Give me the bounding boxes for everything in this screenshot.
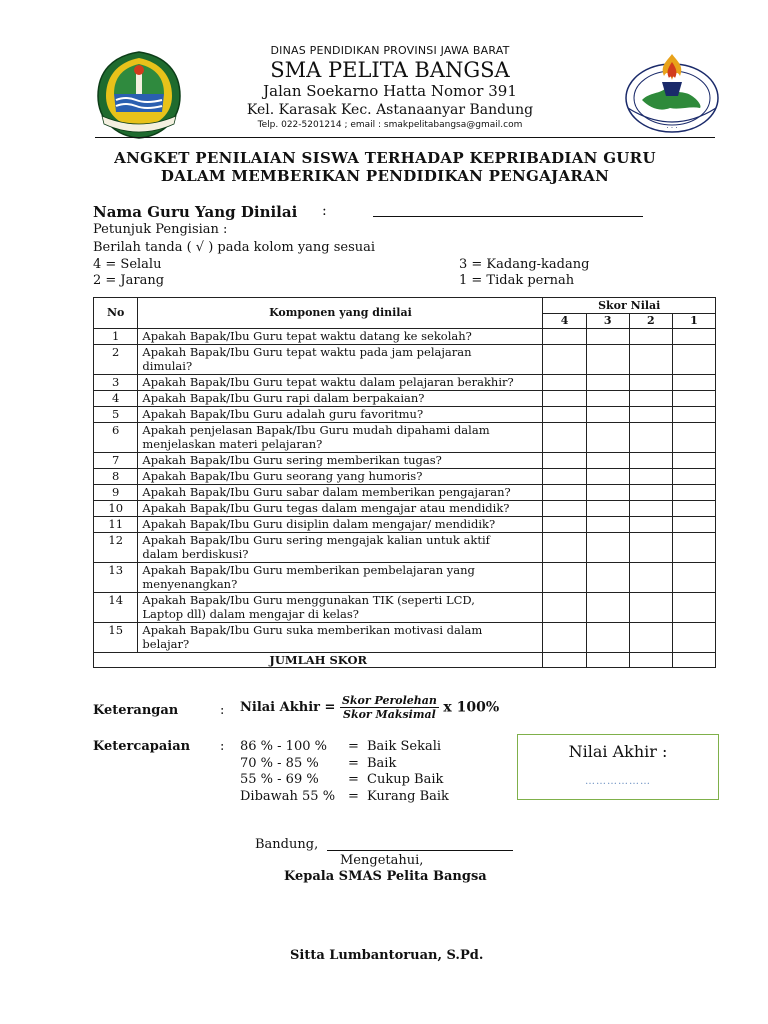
score-cell-2[interactable] bbox=[629, 391, 672, 407]
ketercapaian-desc: Kurang Baik bbox=[367, 788, 449, 804]
row-question-line-2: dalam berdiskusi? bbox=[142, 547, 249, 561]
score-cell-3[interactable] bbox=[586, 391, 629, 407]
score-cell-1[interactable] bbox=[672, 423, 715, 453]
ketercapaian-range: 86 % - 100 % bbox=[240, 739, 327, 754]
ketercapaian-eq: = bbox=[348, 772, 359, 787]
row-question bbox=[138, 407, 543, 423]
score-cell-2[interactable] bbox=[629, 485, 672, 501]
score-cell-1[interactable] bbox=[672, 391, 715, 407]
score-cell-2[interactable] bbox=[629, 407, 672, 423]
table-row bbox=[94, 453, 716, 469]
ketercapaian-desc: Cukup Baik bbox=[367, 772, 444, 787]
score-cell-1[interactable] bbox=[672, 329, 715, 345]
row-number: 3 bbox=[94, 375, 138, 391]
row-question-line-1: Apakah Bapak/Ibu Guru suka memberikan motivasi dalam bbox=[142, 623, 483, 637]
score-cell-4[interactable] bbox=[543, 563, 586, 593]
signature-position: Kepala SMAS Pelita Bangsa bbox=[284, 869, 487, 884]
score-cell-2[interactable] bbox=[629, 563, 672, 593]
nilai-akhir-formula-label: Nilai Akhir = bbox=[240, 700, 336, 715]
row-question bbox=[138, 423, 543, 453]
row-question-line-1: Apakah Bapak/Ibu Guru sering mengajak kalian untuk aktif bbox=[142, 533, 490, 547]
row-question-line-1: Apakah Bapak/Ibu Guru tepat waktu datang ke sekolah? bbox=[142, 329, 472, 343]
score-cell-3[interactable] bbox=[586, 375, 629, 391]
row-number: 6 bbox=[94, 423, 138, 453]
nama-guru-colon: : bbox=[322, 203, 327, 219]
row-question-line-1: Apakah Bapak/Ibu Guru tegas dalam mengajar atau mendidik? bbox=[142, 501, 510, 515]
score-cell-1[interactable] bbox=[672, 345, 715, 375]
score-cell-4[interactable] bbox=[543, 329, 586, 345]
table-row bbox=[94, 501, 716, 517]
row-question-line-1: Apakah Bapak/Ibu Guru menggunakan TIK (seperti LCD, bbox=[142, 593, 475, 607]
scale-4: 4 = Selalu bbox=[93, 257, 162, 272]
row-question bbox=[138, 517, 543, 533]
instructions-heading: Petunjuk Pengisian : bbox=[93, 222, 228, 237]
score-cell-3[interactable] bbox=[586, 453, 629, 469]
col-komponen-header: Komponen yang dinilai bbox=[138, 298, 543, 329]
score-cell-2[interactable] bbox=[629, 469, 672, 485]
scale-2: 2 = Jarang bbox=[93, 273, 165, 288]
score-cell-3[interactable] bbox=[586, 469, 629, 485]
row-number: 14 bbox=[94, 593, 138, 623]
table-row bbox=[94, 345, 716, 375]
signature-name: Sitta Lumbantoruan, S.Pd. bbox=[290, 948, 484, 963]
row-number: 15 bbox=[94, 623, 138, 653]
score-cell-1[interactable] bbox=[672, 501, 715, 517]
table-row bbox=[94, 423, 716, 453]
row-question-line-2: Laptop dll) dalam mengajar di kelas? bbox=[142, 607, 359, 621]
row-question-line-1: Apakah Bapak/Ibu Guru tepat waktu pada jam pelajaran bbox=[142, 345, 472, 359]
score-cell-4[interactable] bbox=[543, 517, 586, 533]
formula-denominator: Skor Maksimal bbox=[343, 708, 436, 721]
row-number: 11 bbox=[94, 517, 138, 533]
table-row bbox=[94, 469, 716, 485]
row-question-line-1: Apakah Bapak/Ibu Guru sabar dalam memberikan pengajaran? bbox=[142, 485, 511, 499]
ketercapaian-desc: Baik bbox=[367, 755, 397, 771]
dinas-heading: DINAS PENDIDIKAN PROVINSI JAWA BARAT bbox=[270, 44, 510, 57]
instructions-text: Berilah tanda ( √ ) pada kolom yang sesuai bbox=[93, 240, 376, 255]
formula-fraction bbox=[340, 694, 439, 721]
score-cell-1[interactable] bbox=[672, 593, 715, 623]
score-cell-4[interactable] bbox=[543, 345, 586, 375]
table-row bbox=[94, 329, 716, 345]
row-question-line-1: Apakah Bapak/Ibu Guru rapi dalam berpakaian? bbox=[142, 391, 425, 405]
form-title-line-2: DALAM MEMBERIKAN PENDIDIKAN PENGAJARAN bbox=[160, 167, 610, 185]
score-cell-2[interactable] bbox=[629, 501, 672, 517]
score-cell-3[interactable] bbox=[586, 345, 629, 375]
score-cell-1[interactable] bbox=[672, 485, 715, 501]
ketercapaian-eq: = bbox=[348, 755, 359, 771]
row-question bbox=[138, 453, 543, 469]
scale-1: 1 = Tidak pernah bbox=[459, 273, 575, 288]
score-cell-1[interactable] bbox=[672, 453, 715, 469]
score-cell-2[interactable] bbox=[629, 345, 672, 375]
nilai-akhir-formula bbox=[240, 694, 499, 721]
row-question-line-1: Apakah Bapak/Ibu Guru seorang yang humoris? bbox=[142, 469, 423, 483]
score-col-2: 2 bbox=[629, 314, 672, 329]
scale-3: 3 = Kadang-kadang bbox=[459, 257, 590, 272]
formula-numerator: Skor Perolehan bbox=[341, 694, 437, 707]
row-question bbox=[138, 329, 543, 345]
table-row bbox=[94, 485, 716, 501]
col-no-header: No bbox=[94, 298, 138, 329]
row-number: 12 bbox=[94, 533, 138, 563]
score-cell-4[interactable] bbox=[543, 407, 586, 423]
ketercapaian-range: 55 % - 69 % bbox=[240, 772, 319, 787]
table-row bbox=[94, 533, 716, 563]
score-cell-3[interactable] bbox=[586, 517, 629, 533]
row-question bbox=[138, 485, 543, 501]
row-number: 1 bbox=[94, 329, 138, 345]
row-number: 8 bbox=[94, 469, 138, 485]
score-cell-2[interactable] bbox=[629, 423, 672, 453]
nama-guru-input-line[interactable] bbox=[373, 216, 643, 217]
row-question-line-2: menyenangkan? bbox=[142, 577, 238, 591]
row-question-line-1: Apakah Bapak/Ibu Guru disiplin dalam mengajar/ mendidik? bbox=[142, 517, 496, 531]
school-street: Jalan Soekarno Hatta Nomor 391 bbox=[263, 82, 517, 100]
score-cell-4[interactable] bbox=[543, 375, 586, 391]
keterangan-colon: : bbox=[220, 703, 225, 718]
score-cell-4[interactable] bbox=[543, 533, 586, 563]
score-cell-2[interactable] bbox=[629, 375, 672, 391]
score-cell-2[interactable] bbox=[629, 623, 672, 653]
school-contact: Telp. 022-5201214 ; email : smakpelitabangsa@gmail.com bbox=[257, 120, 523, 130]
score-cell-3[interactable] bbox=[586, 501, 629, 517]
row-question bbox=[138, 345, 543, 375]
score-cell-4[interactable] bbox=[543, 391, 586, 407]
school-name: SMA PELITA BANGSA bbox=[270, 58, 510, 82]
row-question bbox=[138, 391, 543, 407]
ketercapaian-colon: : bbox=[220, 739, 225, 754]
row-number: 2 bbox=[94, 345, 138, 375]
row-number: 9 bbox=[94, 485, 138, 501]
score-cell-4[interactable] bbox=[543, 623, 586, 653]
score-cell-2[interactable] bbox=[629, 329, 672, 345]
score-cell-2[interactable] bbox=[629, 517, 672, 533]
pelita-bangsa-logo bbox=[620, 48, 724, 138]
total-cell-4[interactable] bbox=[543, 653, 586, 668]
score-cell-3[interactable] bbox=[586, 423, 629, 453]
score-cell-4[interactable] bbox=[543, 423, 586, 453]
table-row bbox=[94, 391, 716, 407]
ketercapaian-range: Dibawah 55 % bbox=[240, 788, 336, 804]
header-divider bbox=[95, 137, 715, 138]
total-cell-3[interactable] bbox=[586, 653, 629, 668]
total-cell-1[interactable] bbox=[672, 653, 715, 668]
row-question bbox=[138, 375, 543, 391]
row-question bbox=[138, 623, 543, 653]
row-question-line-2: dimulai? bbox=[142, 359, 193, 373]
row-question-line-1: Apakah penjelasan Bapak/Ibu Guru mudah dipahami dalam bbox=[142, 423, 490, 437]
score-cell-4[interactable] bbox=[543, 453, 586, 469]
svg-text:· · ·: · · · bbox=[666, 124, 678, 132]
table-row bbox=[94, 593, 716, 623]
score-cell-3[interactable] bbox=[586, 623, 629, 653]
row-question bbox=[138, 593, 543, 623]
assessment-table bbox=[93, 297, 716, 668]
score-cell-4[interactable] bbox=[543, 501, 586, 517]
score-col-3: 3 bbox=[586, 314, 629, 329]
score-cell-1[interactable] bbox=[672, 563, 715, 593]
score-cell-2[interactable] bbox=[629, 453, 672, 469]
row-question-line-2: belajar? bbox=[142, 637, 190, 651]
row-question-line-1: Apakah Bapak/Ibu Guru tepat waktu dalam pelajaran berakhir? bbox=[142, 375, 514, 389]
row-number: 5 bbox=[94, 407, 138, 423]
ketercapaian-label: Ketercapaian bbox=[93, 739, 191, 754]
score-cell-4[interactable] bbox=[543, 469, 586, 485]
score-cell-3[interactable] bbox=[586, 593, 629, 623]
score-cell-1[interactable] bbox=[672, 623, 715, 653]
table-row bbox=[94, 623, 716, 653]
form-title-line-1: ANGKET PENILAIAN SISWA TERHADAP KEPRIBADIAN GURU bbox=[114, 149, 656, 167]
signature-mengetahui: Mengetahui, bbox=[340, 853, 424, 868]
formula-multiplier: x 100% bbox=[443, 699, 500, 716]
row-question bbox=[138, 501, 543, 517]
row-number: 13 bbox=[94, 563, 138, 593]
col-skor-header: Skor Nilai bbox=[543, 298, 716, 314]
school-area: Kel. Karasak Kec. Astanaanyar Bandung bbox=[246, 102, 534, 118]
table-row bbox=[94, 517, 716, 533]
nilai-akhir-box-value[interactable]: ……………… bbox=[585, 776, 651, 787]
score-cell-4[interactable] bbox=[543, 485, 586, 501]
score-cell-1[interactable] bbox=[672, 517, 715, 533]
row-question bbox=[138, 469, 543, 485]
row-question bbox=[138, 533, 543, 563]
row-number: 4 bbox=[94, 391, 138, 407]
row-question-line-1: Apakah Bapak/Ibu Guru adalah guru favoritmu? bbox=[142, 407, 424, 421]
score-cell-2[interactable] bbox=[629, 533, 672, 563]
score-cell-1[interactable] bbox=[672, 533, 715, 563]
score-cell-3[interactable] bbox=[586, 485, 629, 501]
score-col-1: 1 bbox=[672, 314, 715, 329]
score-cell-3[interactable] bbox=[586, 407, 629, 423]
keterangan-label: Keterangan bbox=[93, 703, 179, 718]
score-cell-1[interactable] bbox=[672, 469, 715, 485]
ketercapaian-eq: = bbox=[348, 788, 359, 804]
row-question-line-1: Apakah Bapak/Ibu Guru sering memberikan tugas? bbox=[142, 453, 442, 467]
score-cell-3[interactable] bbox=[586, 533, 629, 563]
table-row bbox=[94, 563, 716, 593]
score-col-4: 4 bbox=[543, 314, 586, 329]
row-question-line-1: Apakah Bapak/Ibu Guru memberikan pembelajaran yang bbox=[142, 563, 475, 577]
table-row bbox=[94, 407, 716, 423]
score-cell-1[interactable] bbox=[672, 407, 715, 423]
score-cell-2[interactable] bbox=[629, 593, 672, 623]
ketercapaian-eq: = bbox=[348, 739, 359, 754]
signature-date-line[interactable] bbox=[327, 850, 513, 851]
score-cell-1[interactable] bbox=[672, 375, 715, 391]
row-question-line-2: menjelaskan materi pelajaran? bbox=[142, 437, 323, 451]
score-cell-3[interactable] bbox=[586, 329, 629, 345]
ketercapaian-range: 70 % - 85 % bbox=[240, 755, 319, 771]
row-number: 10 bbox=[94, 501, 138, 517]
ketercapaian-desc: Baik Sekali bbox=[367, 739, 442, 754]
score-cell-3[interactable] bbox=[586, 563, 629, 593]
row-question bbox=[138, 563, 543, 593]
total-cell-2[interactable] bbox=[629, 653, 672, 668]
row-number: 7 bbox=[94, 453, 138, 469]
nama-guru-label: Nama Guru Yang Dinilai bbox=[93, 203, 298, 221]
west-java-emblem-logo bbox=[96, 50, 182, 140]
signature-place: Bandung, bbox=[255, 837, 319, 852]
jumlah-skor-label: JUMLAH SKOR bbox=[94, 653, 543, 668]
nilai-akhir-box-title: Nilai Akhir : bbox=[568, 742, 668, 761]
table-row bbox=[94, 375, 716, 391]
score-cell-4[interactable] bbox=[543, 593, 586, 623]
